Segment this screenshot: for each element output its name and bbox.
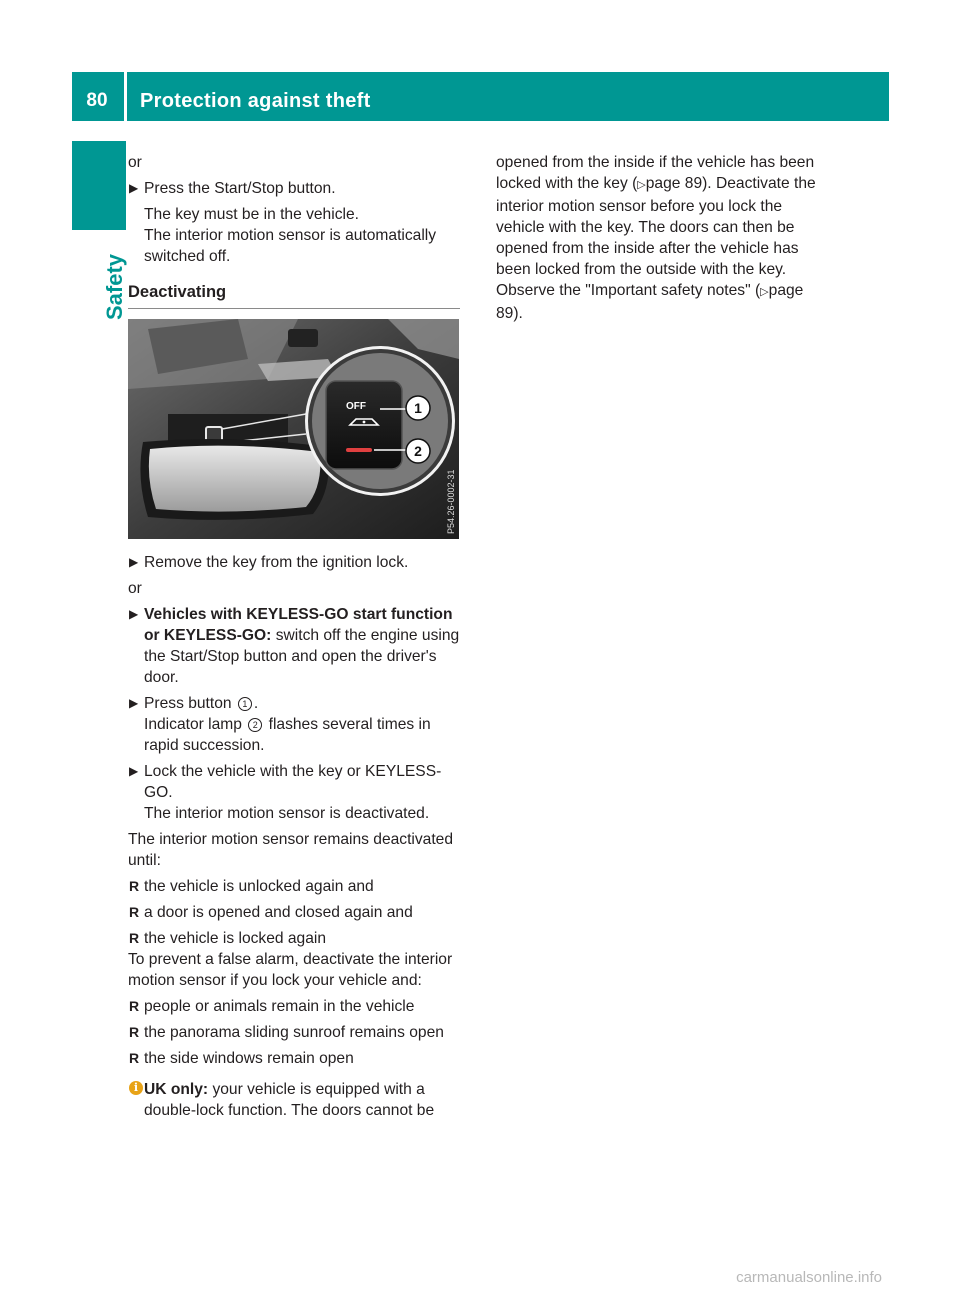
watermark: carmanualsonline.info: [736, 1269, 882, 1286]
overhead-control-panel-illustration: [128, 319, 459, 539]
step-note: The interior motion sensor is automatically switched off.: [144, 227, 437, 265]
bullet-item: [128, 1022, 460, 1043]
page-ref-arrow-icon: ▷: [760, 286, 769, 298]
bullet-item: [128, 876, 460, 897]
bullet-item: [128, 928, 460, 949]
off-label: OFF: [346, 401, 366, 412]
section-tab-label: Safety: [102, 253, 127, 320]
right-column: [496, 152, 826, 324]
info-icon: i: [129, 1081, 143, 1095]
step-arrow-icon: ▶: [129, 181, 139, 195]
text-fragment: flashes several times in rapid succession.: [144, 716, 431, 754]
step-item: [128, 178, 460, 267]
step-bold-text: Vehicles with KEYLESS-GO start function or KEYLESS-GO:: [144, 606, 453, 644]
info-bold: UK only:: [144, 1081, 209, 1098]
step-text: Lock the vehicle with the key or KEYLESS-GO.: [144, 763, 442, 801]
bullet-item: [128, 902, 460, 923]
step-text: Remove the key from the ignition lock.: [144, 554, 409, 571]
text-fragment: .: [253, 695, 259, 712]
step-item: [128, 761, 460, 824]
text-fragment: opened from the inside if the vehicle has been locked with the key (: [496, 154, 815, 192]
bullet-text: a door is opened and closed again and: [144, 904, 413, 921]
page-number: 80: [86, 90, 108, 111]
page-ref-arrow-icon: ▷: [637, 179, 646, 191]
figure-code: P54.26-0002-31: [446, 469, 456, 534]
step-item: [128, 604, 460, 688]
left-column: [128, 152, 460, 1121]
bullet-icon: R: [129, 998, 140, 1014]
step-note: The key must be in the vehicle.: [144, 206, 359, 223]
step-text: Press the Start/Stop button.: [144, 180, 336, 197]
step-text: [144, 604, 460, 688]
bullet-text: the vehicle is unlocked again and: [144, 878, 374, 895]
bullet-icon: R: [129, 878, 140, 894]
step-note: The interior motion sensor is deactivated.: [144, 805, 430, 822]
bullet-icon: R: [129, 1024, 140, 1040]
bullet-text: the panorama sliding sunroof remains open: [144, 1024, 444, 1041]
text-fragment: Press button: [144, 695, 236, 712]
section-tab-marker: [72, 141, 126, 230]
step-item: [128, 693, 460, 756]
info-text-rest: your vehicle is equipped with a double-lock function. The doors cannot be: [144, 1081, 435, 1119]
paragraph: [496, 152, 826, 324]
callout-ref-2: 2: [248, 718, 262, 732]
text-fragment: Indicator lamp: [144, 716, 247, 733]
section-tab: [72, 240, 126, 330]
text-fragment: page 89).: [496, 282, 804, 322]
step-text-rest: switch off the engine using the Start/Stop button and open the driver's door.: [144, 627, 460, 686]
info-text: [144, 1079, 460, 1121]
callout-2: 2: [414, 443, 422, 459]
step-text: [144, 693, 460, 714]
step-note: [144, 714, 460, 756]
or-text: or: [128, 154, 142, 171]
bullet-icon: R: [129, 1050, 140, 1066]
bullet-text: the side windows remain open: [144, 1050, 354, 1067]
or-text: or: [128, 580, 142, 597]
step-arrow-icon: ▶: [129, 764, 139, 778]
header-divider: [124, 72, 127, 121]
page-title: Protection against theft: [140, 90, 371, 112]
step-arrow-icon: ▶: [129, 555, 139, 569]
bullet-item: [128, 996, 460, 1017]
paragraph: To prevent a false alarm, deactivate the interior motion sensor if you lock your vehicle and:: [128, 951, 453, 989]
bullet-icon: R: [129, 930, 140, 946]
callout-ref-1: 1: [238, 697, 252, 711]
paragraph: The interior motion sensor remains deactivated until:: [128, 831, 454, 869]
info-note: [128, 1079, 460, 1121]
bullet-icon: R: [129, 904, 140, 920]
step-item: [128, 552, 460, 573]
step-arrow-icon: ▶: [129, 696, 139, 710]
bullet-item: [128, 1048, 460, 1069]
bullet-text: people or animals remain in the vehicle: [144, 998, 415, 1015]
interior-sensor-photo: [128, 319, 459, 539]
text-fragment: page 89). Deactivate the interior motion sensor before you lock the vehicle with the key. The doors can then be opened from the inside after the vehicle has been locked from the outside with the key. Observe the "Important safety notes" (: [496, 175, 816, 299]
step-arrow-icon: ▶: [129, 607, 139, 621]
callout-1: 1: [414, 400, 422, 416]
bullet-text: the vehicle is locked again: [144, 930, 327, 947]
section-heading: Deactivating: [128, 282, 460, 309]
